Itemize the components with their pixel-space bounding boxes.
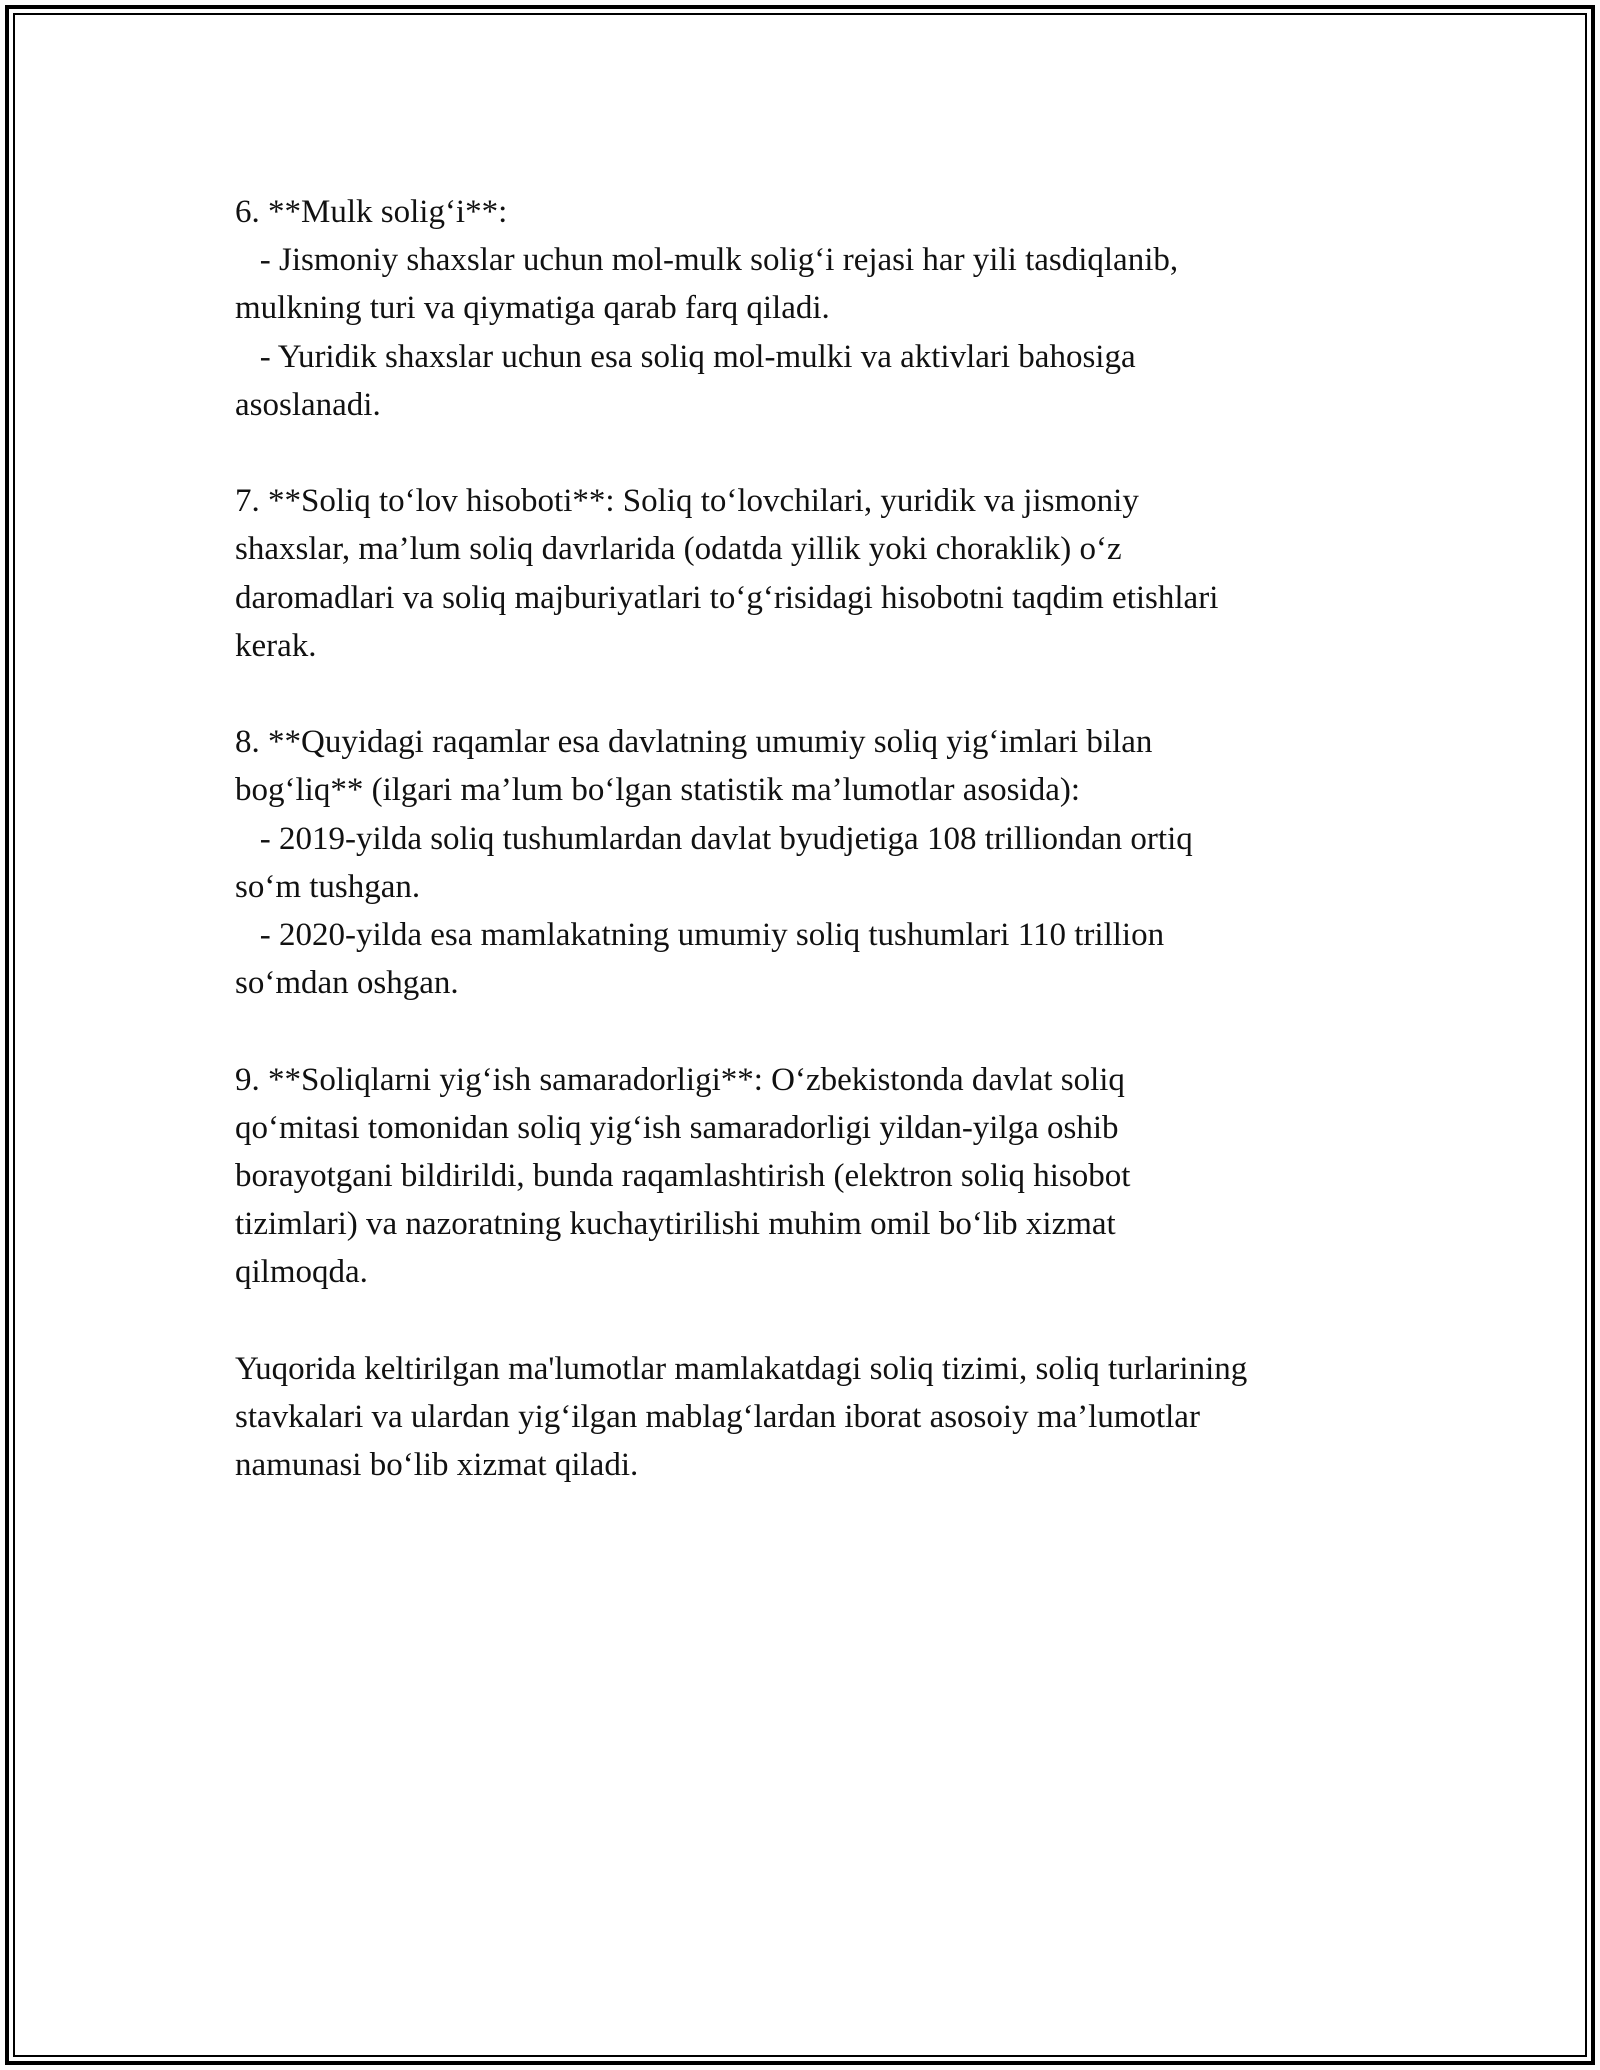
text-line: tizimlari) va nazoratning kuchaytirilishi muhim omil bo‘lib xizmat bbox=[235, 1206, 1116, 1243]
text-line: 7. **Soliq to‘lov hisoboti**: Soliq to‘lovchilari, yuridik va jismoniy bbox=[235, 483, 1139, 520]
section-tax-report bbox=[235, 477, 1395, 670]
text-line: daromadlari va soliq majburiyatlari to‘g‘risidagi hisobotni taqdim etishlari bbox=[235, 579, 1219, 616]
text-line: mulkning turi va qiymatiga qarab farq qiladi. bbox=[235, 290, 830, 327]
text-line: asoslanadi. bbox=[235, 386, 381, 423]
text-line: - Jismoniy shaxslar uchun mol-mulk solig‘i rejasi har yili tasdiqlanib, bbox=[235, 242, 1179, 279]
text-line: 6. **Mulk solig‘i**: bbox=[235, 194, 508, 230]
section-property-tax bbox=[235, 188, 1395, 429]
text-line: - 2020-yilda esa mamlakatning umumiy soliq tushumlari 110 trillion bbox=[235, 917, 1165, 954]
text-line: 8. **Quyidagi raqamlar esa davlatning umumiy soliq yig‘imlari bilan bbox=[235, 724, 1153, 761]
text-line: qo‘mitasi tomonidan soliq yig‘ish samaradorligi yildan-yilga oshib bbox=[235, 1109, 1119, 1146]
text-line: Yuqorida keltirilgan ma'lumotlar mamlakatdagi soliq tizimi, soliq turlarining bbox=[235, 1350, 1248, 1387]
text-line: stavkalari va ulardan yig‘ilgan mablag‘lardan iborat asosoiy ma’lumotlar bbox=[235, 1399, 1200, 1436]
text-line: shaxslar, ma’lum soliq davrlarida (odatda yillik yoki choraklik) o‘z bbox=[235, 531, 1122, 568]
text-line: - 2019-yilda soliq tushumlardan davlat byudjetiga 108 trilliondan ortiq bbox=[235, 820, 1193, 857]
text-line: qilmoqda. bbox=[235, 1254, 368, 1291]
text-line: 9. **Soliqlarni yig‘ish samaradorligi**: O‘zbekistonda davlat soliq bbox=[235, 1061, 1125, 1098]
text-line: kerak. bbox=[235, 627, 317, 664]
text-line: so‘mdan oshgan. bbox=[235, 965, 459, 1002]
text-line: - Yuridik shaxslar uchun esa soliq mol-mulki va aktivlari bahosiga bbox=[235, 338, 1136, 375]
text-line: namunasi bo‘lib xizmat qiladi. bbox=[235, 1447, 639, 1484]
section-tax-figures bbox=[235, 718, 1395, 1007]
text-line: borayotgani bildirildi, bunda raqamlashtirish (elektron soliq hisobot bbox=[235, 1158, 1131, 1195]
text-line: so‘m tushgan. bbox=[235, 868, 421, 905]
section-conclusion bbox=[235, 1345, 1395, 1490]
text-line: bog‘liq** (ilgari ma’lum bo‘lgan statistik ma’lumotlar asosida): bbox=[235, 772, 1080, 809]
section-collection-efficiency bbox=[235, 1056, 1395, 1297]
document-body bbox=[235, 188, 1395, 1538]
